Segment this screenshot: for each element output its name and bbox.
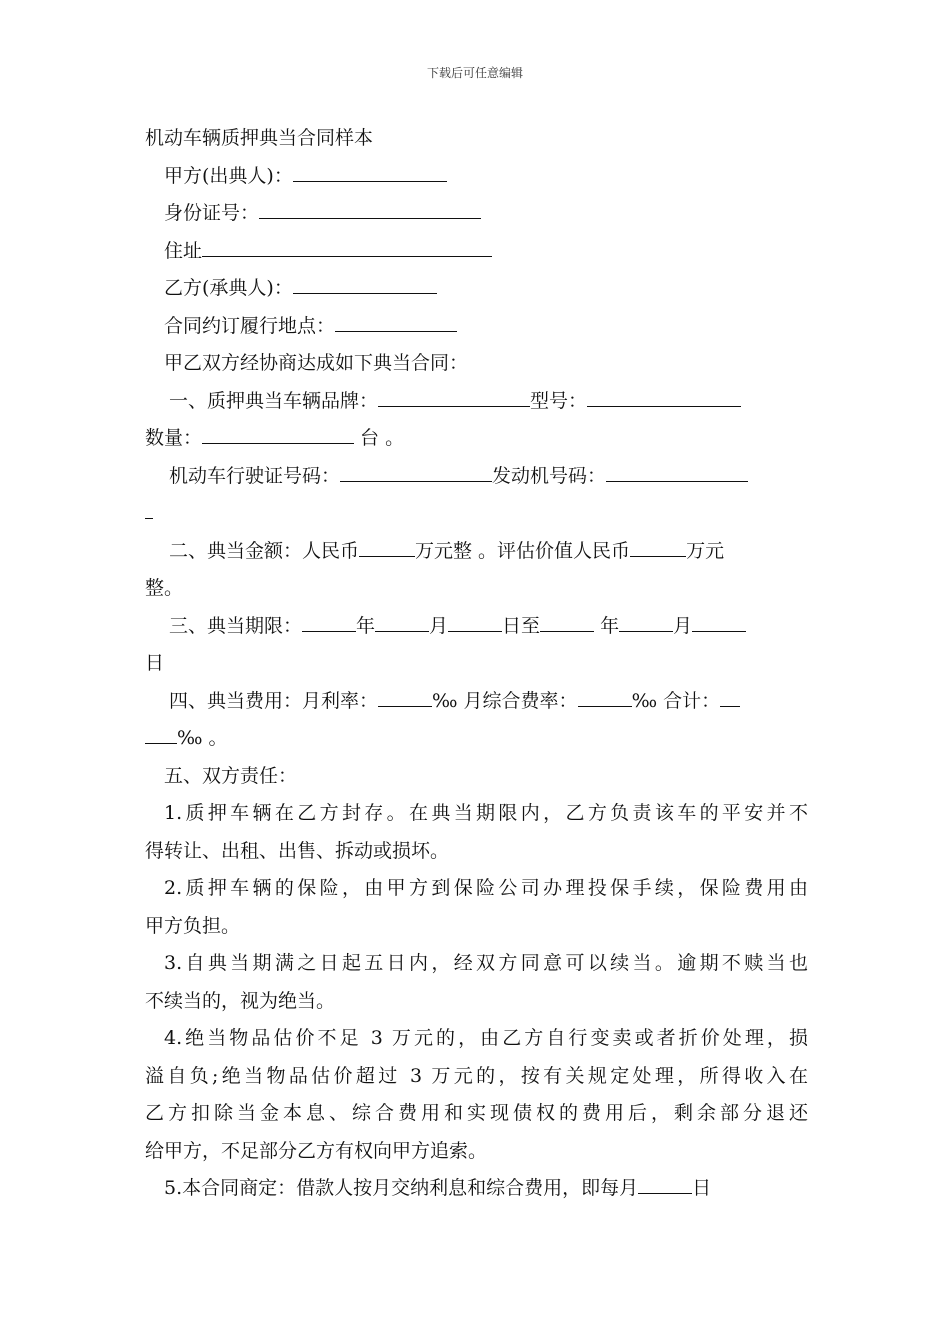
duty-4-line-4: 给甲方，不足部分乙方有权向甲方追索。 <box>145 1139 488 1162</box>
duty-5-text: 5.本合同商定：借款人按月交纳利息和综合费用，即每月 <box>164 1177 639 1199</box>
party-b-line <box>145 270 808 308</box>
document-title: 机动车辆质押典当合同样本 <box>145 127 374 149</box>
clause-4-line-2 <box>145 720 808 758</box>
blank-field <box>293 273 437 294</box>
vehicle-brand-label: 一、质押典当车辆品牌： <box>169 389 379 412</box>
model-label: 型号： <box>530 389 588 412</box>
unit-wanyuan: 万元 <box>686 539 725 562</box>
blank-field <box>202 423 354 444</box>
license-number-label: 机动车行驶证号码： <box>169 464 341 487</box>
party-b-label: 乙方(承典人)： <box>164 277 293 299</box>
blank-field <box>638 1173 692 1194</box>
blank-field <box>540 611 594 632</box>
address-label: 住址 <box>164 239 203 262</box>
engine-number-label: 发动机号码： <box>492 464 607 487</box>
month-label: 月 <box>429 614 449 637</box>
duty-2-line-1: 2.质押车辆的保险，由甲方到保险公司办理投保手续，保险费用由 <box>164 877 808 899</box>
quantity-label: 数量： <box>145 427 203 449</box>
blank-field <box>145 498 153 519</box>
duty-1-line-1: 1.质押车辆在乙方封存。在典当期限内，乙方负责该车的平安并不 <box>164 802 808 824</box>
blank-field <box>619 611 673 632</box>
duty-4-line-3: 乙方扣除当金本息、综合费用和实现债权的费用后，剩余部分退还 <box>145 1102 808 1124</box>
duty-3-line-2: 不续当的，视为绝当。 <box>145 989 336 1012</box>
blank-field <box>378 686 432 707</box>
blank-field <box>375 611 429 632</box>
blank-field <box>259 198 481 219</box>
blank-field <box>578 686 632 707</box>
party-a-label: 甲方(出典人)： <box>164 164 293 187</box>
year-label: 年 <box>594 614 620 637</box>
duty-3-line-1: 3.自典当期满之日起五日内，经双方同意可以续当。逾期不赎当也 <box>164 952 808 974</box>
clause-1-line-1 <box>145 383 808 421</box>
blank-field <box>335 311 457 332</box>
blank-field <box>692 611 746 632</box>
monthly-rate-label: 四、典当费用：月利率： <box>169 689 379 712</box>
party-a-line <box>145 158 808 196</box>
valuation-label: 万元整 。评估价值人民币 <box>415 539 631 562</box>
blank-field <box>340 461 492 482</box>
clause-3-line-1 <box>145 608 808 646</box>
blank-field <box>606 461 748 482</box>
clause-1-line-4 <box>145 495 808 533</box>
clause-4-line-1 <box>145 683 808 721</box>
clause-3-line-2: 日 <box>145 652 165 674</box>
blank-field <box>202 236 492 257</box>
blank-field <box>293 161 447 182</box>
blank-field <box>587 386 741 407</box>
duty-4-line-1: 4.绝当物品估价不足 3 万元的，由乙方自行变卖或者折价处理，损 <box>164 1027 808 1049</box>
total-label: ‰ 合计： <box>631 689 721 712</box>
unit-label: 台 。 <box>354 427 405 449</box>
duty-1-line-2: 得转让、出租、出售、拆动或损坏。 <box>145 839 450 862</box>
year-label: 年 <box>356 614 376 637</box>
address-line <box>145 233 808 271</box>
contract-location-label: 合同约订履行地点： <box>164 314 336 337</box>
clause-1-line-3 <box>145 458 808 496</box>
blank-field <box>378 386 530 407</box>
blank-field <box>359 536 415 557</box>
agreement-intro: 甲乙双方经协商达成如下典当合同： <box>164 352 469 374</box>
pawn-amount-label: 二、典当金额：人民币 <box>169 539 360 562</box>
id-number-line <box>145 195 808 233</box>
month-label: 月 <box>673 614 693 637</box>
duty-2-line-2: 甲方负担。 <box>145 914 241 937</box>
composite-rate-label: ‰ 月综合费率： <box>432 689 578 712</box>
id-number-label: 身份证号： <box>164 202 260 224</box>
blank-field <box>720 686 740 707</box>
duty-4-line-2: 溢自负;绝当物品估价超过 3 万元的，按有关规定处理，所得收入在 <box>145 1064 808 1087</box>
blank-field <box>630 536 686 557</box>
clause-5-heading: 五、双方责任： <box>164 764 298 787</box>
blank-field <box>448 611 502 632</box>
contract-location-line <box>145 308 808 346</box>
clause-2-line-2: 整。 <box>145 577 184 599</box>
blank-field <box>302 611 356 632</box>
day-to-label: 日至 <box>502 614 541 637</box>
blank-field <box>145 723 177 744</box>
duty-5-line-1 <box>145 1170 808 1208</box>
pawn-term-label: 三、典当期限： <box>169 614 303 637</box>
clause-2-line-1 <box>145 533 808 571</box>
permille-end: ‰ 。 <box>177 727 228 749</box>
contract-body <box>145 120 808 1208</box>
day-label: 日 <box>692 1177 712 1199</box>
clause-1-line-2 <box>145 420 808 458</box>
page-header-note: 下载后可任意编辑 <box>426 66 523 80</box>
